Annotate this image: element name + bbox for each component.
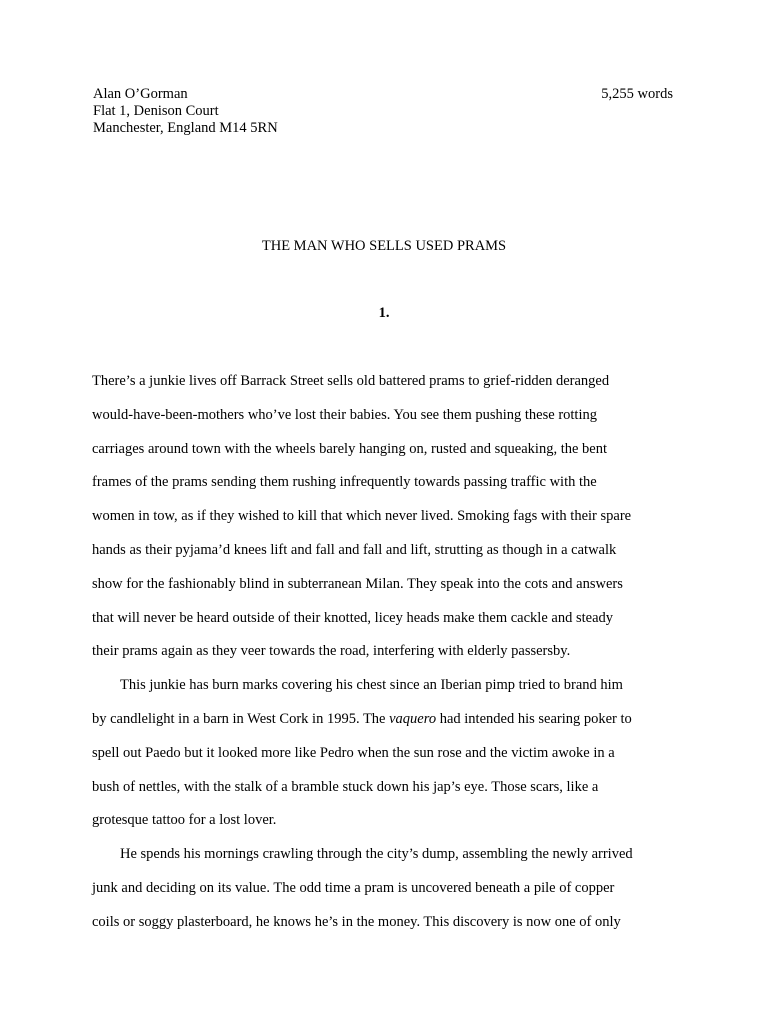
word-count: 5,255 words (601, 86, 673, 102)
text-line: that will never be heard outside of their knotted, licey heads make them cackle and steady (92, 609, 614, 626)
manuscript-header (93, 86, 673, 137)
text-line: women in tow, as if they wished to kill that which never lived. Smoking fags with their spare (92, 508, 632, 525)
text-line: their prams again as they veer towards the road, interfering with elderly passersby. (92, 643, 571, 660)
text-segment: by candlelight in a barn in West Cork in 1995. The (92, 710, 390, 727)
chapter-number: 1. (378, 305, 390, 321)
text-line: show for the fashionably blind in subterranean Milan. They speak into the cots and answers (92, 575, 623, 592)
text-line: grotesque tattoo for a lost lover. (92, 812, 277, 829)
story-body (92, 365, 680, 940)
text-line: This junkie has burn marks covering his chest since an Iberian pimp tried to brand him (120, 677, 623, 694)
italic-word: vaquero (389, 710, 437, 727)
paragraph-1 (92, 365, 680, 669)
paragraph-3 (92, 838, 680, 939)
text-line: coils or soggy plasterboard, he knows he’s in the money. This discovery is now one of only (92, 913, 621, 930)
text-line: There’s a junkie lives off Barrack Street sells old battered prams to grief-ridden deranged (92, 373, 610, 389)
text-line: frames of the prams sending them rushing infrequently towards passing traffic with the (92, 474, 597, 491)
address-line-2: Manchester, England M14 5RN (93, 120, 278, 136)
text-line (92, 703, 680, 737)
text-line: junk and deciding on its value. The odd time a pram is uncovered beneath a pile of copper (92, 879, 615, 896)
address-line-1: Flat 1, Denison Court (93, 103, 219, 119)
text-segment: had intended his searing poker to (436, 710, 632, 727)
text-line: bush of nettles, with the stalk of a bramble stuck down his jap’s eye. Those scars, like a (92, 778, 599, 795)
story-title: THE MAN WHO SELLS USED PRAMS (261, 238, 507, 254)
text-line: carriages around town with the wheels barely hanging on, rusted and squeaking, the bent (92, 440, 608, 457)
text-line: spell out Paedo but it looked more like Pedro when the sun rose and the victim awoke in a (92, 744, 615, 761)
text-line: would-have-been-mothers who’ve lost their babies. You see them pushing these rotting (92, 406, 597, 423)
text-line: hands as their pyjama’d knees lift and fall and fall and lift, strutting as though in a catwalk (92, 541, 617, 558)
text-line: He spends his mornings crawling through the city’s dump, assembling the newly arrived (120, 846, 633, 863)
author-name: Alan O’Gorman (93, 86, 188, 102)
paragraph-2 (92, 669, 680, 838)
